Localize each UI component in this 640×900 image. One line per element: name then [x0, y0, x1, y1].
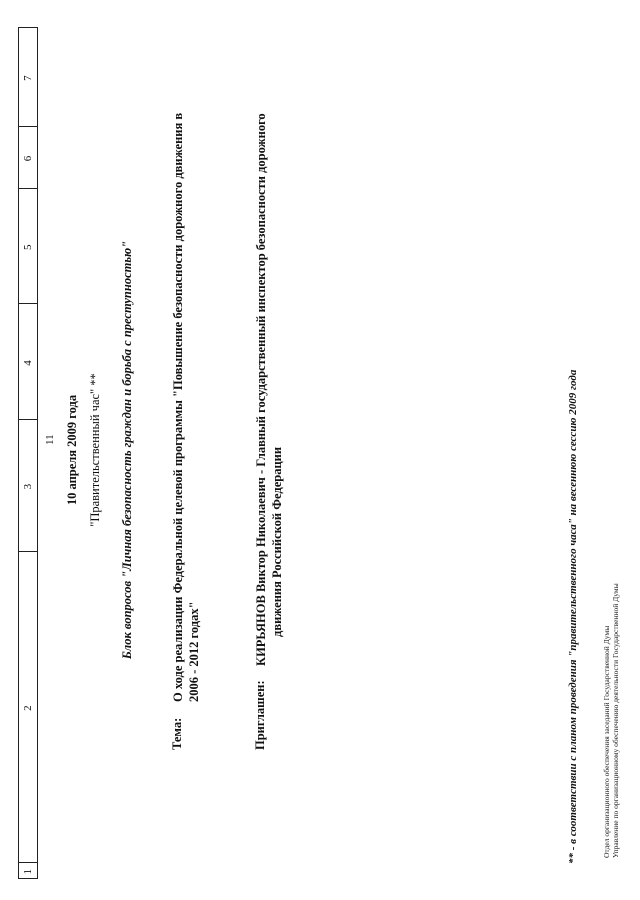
column-header-cell — [19, 28, 37, 126]
column-number: 2 — [22, 705, 34, 711]
column-header-cell — [19, 303, 37, 419]
topic-line: О ходе реализации Федеральной целевой программы "Повышение безопасности дорожного движения в — [171, 112, 185, 702]
page-number: 11 — [44, 434, 56, 445]
invited-text — [253, 113, 285, 666]
column-number: 7 — [22, 75, 34, 81]
topic-line: 2006 - 2012 годах" — [187, 601, 201, 702]
column-number: 4 — [22, 360, 34, 366]
topic-text — [170, 113, 202, 702]
column-number: 1 — [22, 869, 34, 875]
column-number: 5 — [22, 244, 34, 250]
invited-line: движения Российской Федерации — [270, 446, 284, 637]
invited-label: Приглашен: — [253, 680, 267, 750]
topic-label: Тема: — [170, 717, 184, 750]
meeting-date: 10 апреля 2009 года — [65, 394, 79, 506]
column-header-cell — [19, 126, 37, 188]
invited-line: КИРЬЯНОВ Виктор Николаевич - Главный государственный инспектор безопасности дорожного — [254, 113, 268, 666]
column-header-cell — [19, 551, 37, 862]
small-note: Отдел организационного обеспечения заседаний Государственной Думы — [602, 625, 611, 858]
column-header-cell — [19, 862, 37, 878]
footnote: ** - в соответствии с планом проведения "правительственного часа" на весеннюю сессию 2009 года — [567, 369, 579, 864]
column-number: 6 — [22, 155, 34, 162]
small-note: Управление по организационному обеспечению деятельности Государственной Думы — [611, 583, 620, 858]
column-header-cell — [19, 419, 37, 551]
column-header-cell — [19, 188, 37, 304]
section-title: "Правительственный час" ** — [88, 373, 102, 527]
block-title: Блок вопросов "Личная безопасность граждан и борьба с преступностью" — [120, 240, 134, 660]
column-header-table — [18, 27, 38, 879]
column-number: 3 — [22, 483, 34, 490]
